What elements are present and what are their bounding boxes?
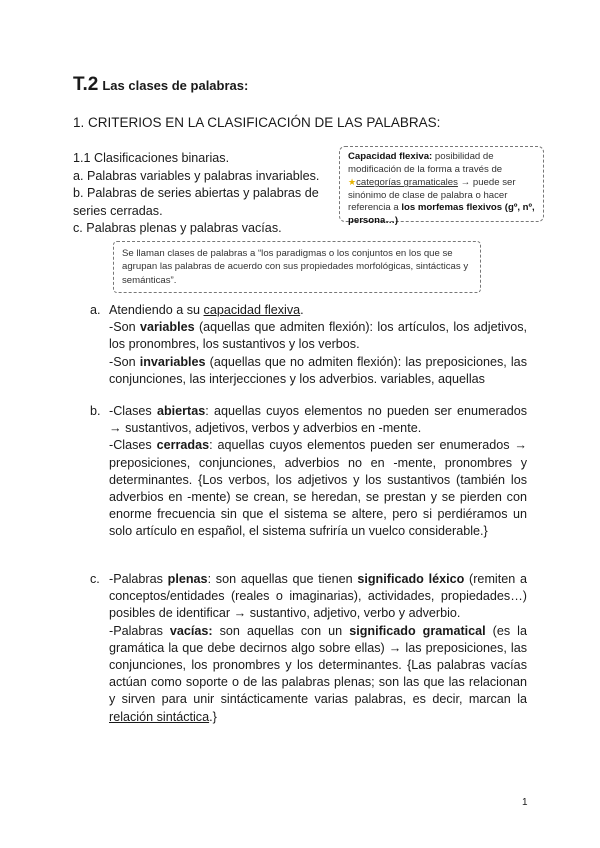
binary-classification-list [73, 150, 338, 238]
note-term: Capacidad flexiva: [348, 151, 433, 162]
list-marker-a: a. [90, 303, 101, 317]
item-c-vacias: -Palabras vacías: son aquellas con un significado gramatical (es la gramática la que debe decirnos algo sobre ellas) → las preposiciones, las conjunciones, los pronombres y los determinantes. {Las palabras vacías actúan como soporte o de las palabras plenas; son las que las relacionan y sirven para unir sintácticamente varias palabras, es decir, marcan la relación sintáctica.} [109, 623, 527, 724]
item-b-abiertas: -Clases abiertas: aquellas cuyos elementos no pueden ser enumerados → sustantivos, adjetivos, verbos y adverbios en -mente. [109, 404, 528, 436]
binary-item-c: c. Palabras plenas y palabras vacías. [73, 221, 282, 235]
binary-item-b-line1: b. Palabras de series abiertas y palabras de [73, 186, 319, 200]
list-item-c [90, 571, 527, 726]
item-a-variables: -Son variables (aquellas que admiten flexión): los artículos, los adjetivos, los pronombres, los sustantivos y los verbos. [109, 320, 527, 352]
title-text: Las clases de palabras: [102, 78, 249, 93]
page-title [73, 74, 248, 96]
note-def1: posibilidad de modificación de la forma a través de [348, 151, 503, 175]
capacity-note-box [339, 146, 544, 226]
list-item-a [90, 302, 527, 388]
item-b-cerradas: -Clases cerradas: aquellas cuyos elementos pueden ser enumerados → preposiciones, conjunciones, adverbios no en -mente, pronombres y determinantes. {Los verbos, los adjetivos y los sustantivos (también los adverbios en -mente) se crean, se heredan, se prestan y se pierden con enorme frecuencia sin que el sistema se altere, pero si perdiéramos un solo artículo en español, el sistema sufriría un vuelco considerable.} [109, 438, 528, 539]
definition-box: Se llaman clases de palabras a “los paradigmas o los conjuntos en los que se agrupan las palabras de acuerdo con sus propiedades morfológicas, sintácticas y semánticas”. [113, 241, 481, 293]
note-morphemes: los morfemas flexivos (gº, nº, persona…) [348, 202, 535, 226]
section-heading: 1. CRITERIOS EN LA CLASIFICACIÓN DE LAS PALABRAS: [73, 115, 441, 130]
item-c-plenas: -Palabras plenas: son aquellas que tienen significado léxico (remiten a conceptos/entidades (reales o imaginarias), actividades, propiedades…) posibles de identificar → sustantivo, adjetivo, verbo y adverbio. [109, 572, 527, 621]
capacity-link: capacidad flexiva [203, 303, 301, 317]
item-a-intro: Atendiendo a su capacidad flexiva. [109, 303, 304, 317]
binary-item-a: a. Palabras variables y palabras invariables. [73, 168, 320, 183]
binary-item-b-line2: series cerradas. [73, 203, 163, 218]
page-number: 1 [522, 797, 528, 808]
list-marker-b: b. [90, 404, 101, 418]
list-item-b [90, 403, 528, 541]
star-icon: ★ [348, 177, 357, 188]
binary-title: 1.1 Clasificaciones binarias. [73, 151, 230, 165]
list-marker-c: c. [90, 572, 100, 586]
note-def2: → puede ser sinónimo de clase de palabra o hacer referencia a [348, 177, 516, 214]
item-a-invariables: -Son invariables (aquellas que no admiten flexión): las preposiciones, las conjunciones, las interjecciones y los adverbios. variables, aquellas [109, 354, 527, 386]
title-number: T.2 [73, 74, 99, 95]
syntactic-relation-link: relación sintáctica [109, 709, 210, 724]
note-link: categorías gramaticales [356, 177, 458, 189]
